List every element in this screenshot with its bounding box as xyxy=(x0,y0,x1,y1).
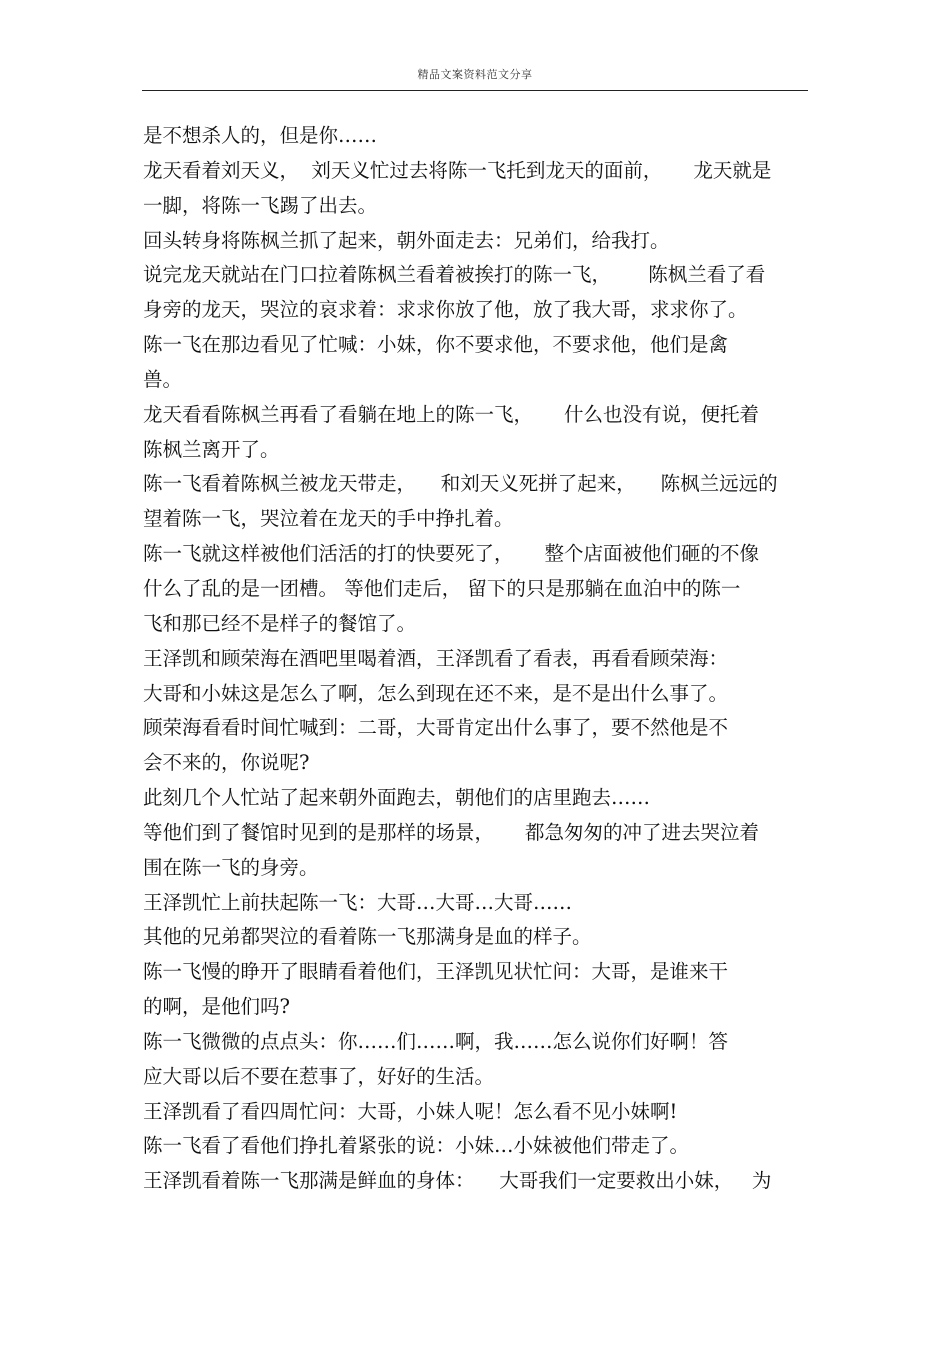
text-line: 此刻几个人忙站了起来朝外面跑去，朝他们的店里跑去…… xyxy=(143,786,651,810)
text-line: 陈一飞慢的睁开了眼睛看着他们，王泽凯见状忙问：大哥，是谁来干 xyxy=(143,960,729,984)
text-line: 王泽凯和顾荣海在酒吧里喝着酒，王泽凯看了看表，再看看顾荣海： xyxy=(143,646,729,670)
text-line: 等他们到了餐馆时见到的是那样的场景， 都急匆匆的冲了进去哭泣着 xyxy=(143,820,759,844)
text-line: 陈一飞在那边看见了忙喊：小妹，你不要求他，不要求他，他们是禽 xyxy=(143,333,729,357)
text-line: 一脚，将陈一飞踢了出去。 xyxy=(143,193,378,217)
text-line: 飞和那已经不是样子的餐馆了。 xyxy=(143,611,417,635)
text-line: 回头转身将陈枫兰抓了起来，朝外面走去：兄弟们，给我打。 xyxy=(143,228,670,252)
text-line: 兽。 xyxy=(143,367,183,391)
text-line: 应大哥以后不要在惹事了，好好的生活。 xyxy=(143,1064,495,1088)
text-line: 陈一飞微微的点点头：你……们……啊，我……怎么说你们好啊！答 xyxy=(143,1029,729,1053)
text-line: 什么了乱的是一团槽。 等他们走后， 留下的只是那躺在血泊中的陈一 xyxy=(143,576,741,600)
text-line: 身旁的龙天，哭泣的哀求着：求求你放了他，放了我大哥，求求你了。 xyxy=(143,298,748,322)
text-line: 陈一飞看着陈枫兰被龙天带走， 和刘天义死拼了起来， 陈枫兰远远的 xyxy=(143,472,778,496)
text-line: 陈枫兰离开了。 xyxy=(143,437,280,461)
text-line: 大哥和小妹这是怎么了啊，怎么到现在还不来，是不是出什么事了。 xyxy=(143,681,729,705)
text-line: 王泽凯看着陈一飞那满是鲜血的身体： 大哥我们一定要救出小妹， 为 xyxy=(143,1169,772,1193)
text-line: 顾荣海看看时间忙喊到：二哥，大哥肯定出什么事了，要不然他是不 xyxy=(143,716,729,740)
text-line: 其他的兄弟都哭泣的看着陈一飞那满身是血的样子。 xyxy=(143,925,592,949)
text-line: 会不来的，你说呢? xyxy=(143,751,310,775)
body-text xyxy=(143,119,808,1199)
text-line: 陈一飞就这样被他们活活的打的快要死了， 整个店面被他们砸的不像 xyxy=(143,542,759,566)
page-header: 精品文案资料范文分享 xyxy=(417,68,533,81)
text-line: 陈一飞看了看他们挣扎着紧张的说：小妹…小妹被他们带走了。 xyxy=(143,1134,690,1158)
text-line: 说完龙天就站在门口拉着陈枫兰看着被挨打的陈一飞， 陈枫兰看了看 xyxy=(143,263,766,287)
text-line: 龙天看看陈枫兰再看了看躺在地上的陈一飞， 什么也没有说，便托着 xyxy=(143,402,759,426)
text-line: 的啊，是他们吗? xyxy=(143,995,290,1019)
text-line: 龙天看着刘天义， 刘天义忙过去将陈一飞托到龙天的面前， 龙天就是 xyxy=(143,158,772,182)
text-line: 围在陈一飞的身旁。 xyxy=(143,855,319,879)
text-line: 望着陈一飞，哭泣着在龙天的手中挣扎着。 xyxy=(143,507,514,531)
header-divider xyxy=(142,90,808,91)
text-line: 王泽凯忙上前扶起陈一飞：大哥…大哥…大哥…… xyxy=(143,890,573,914)
text-line: 王泽凯看了看四周忙问：大哥，小妹人呢！怎么看不见小妹啊! xyxy=(143,1099,678,1123)
text-line: 是不想杀人的，但是你…… xyxy=(143,124,378,147)
